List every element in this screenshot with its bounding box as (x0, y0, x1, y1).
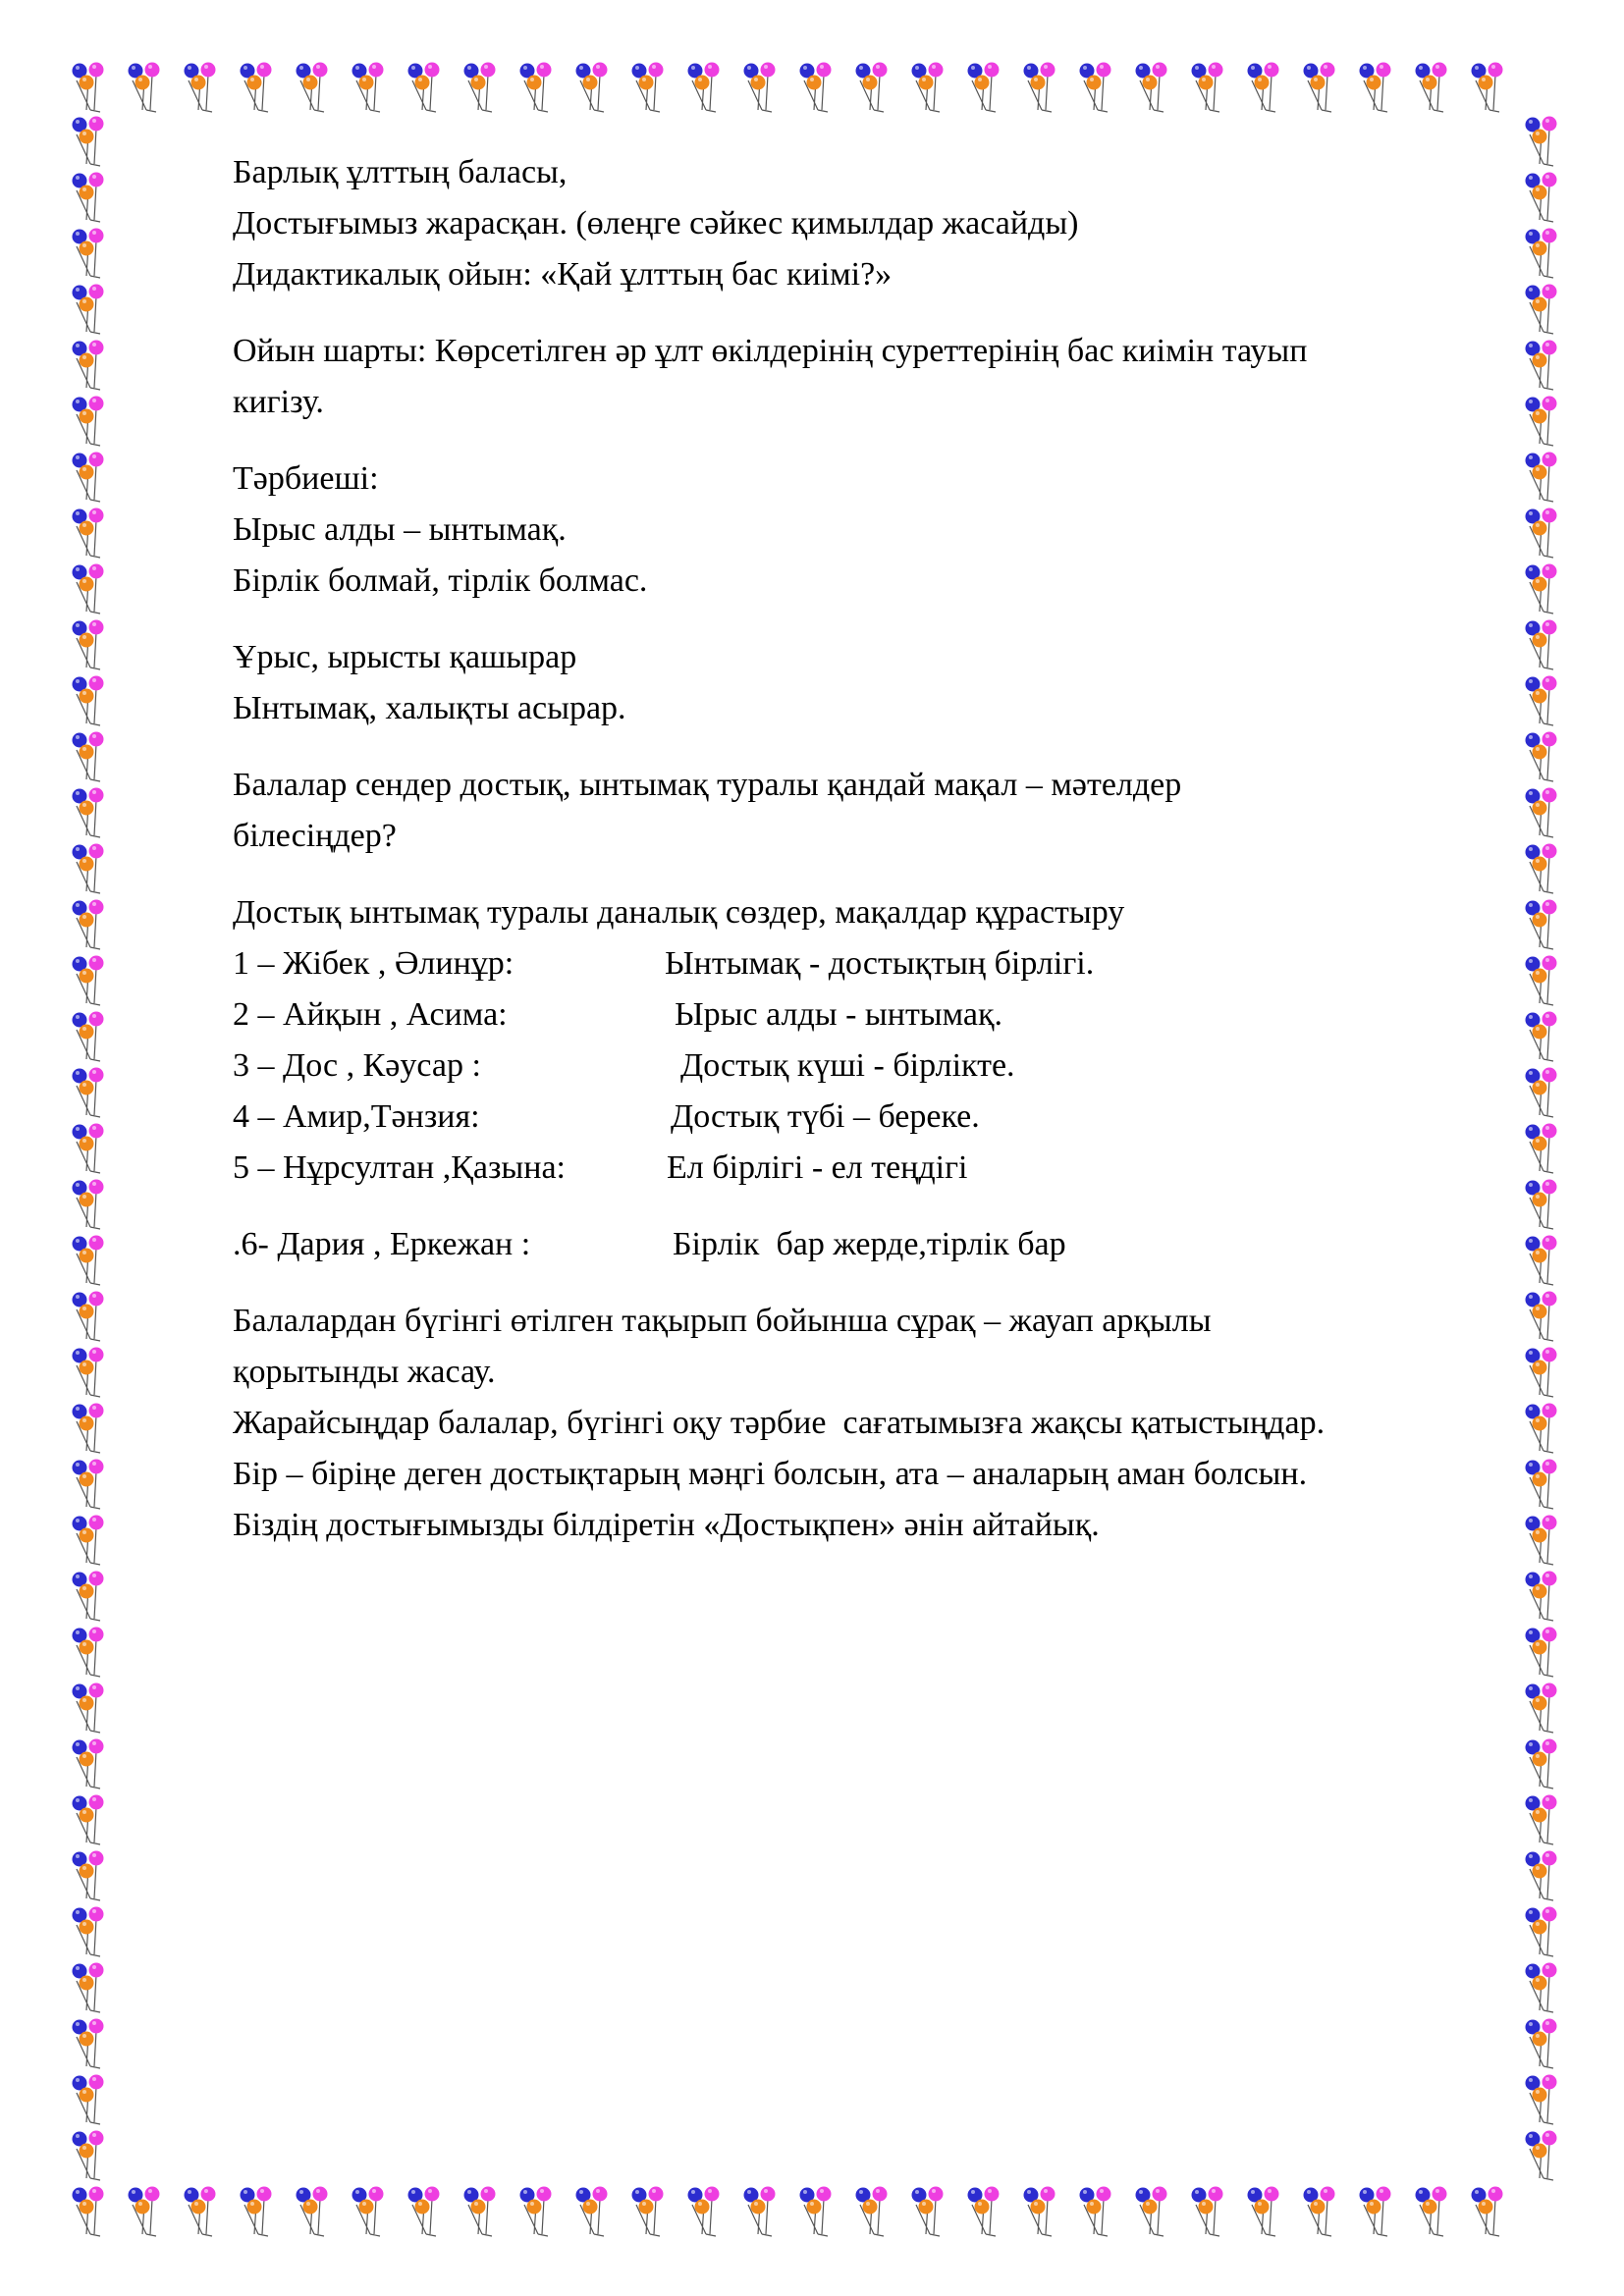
text-line: білесіңдер? (233, 818, 397, 854)
balloon-bunch-icon (514, 2185, 558, 2238)
balloon-bunch-icon (1186, 2185, 1229, 2238)
balloon-bunch-icon (1130, 61, 1173, 114)
balloon-bunch-icon (1520, 339, 1563, 392)
text-line: Жарайсыңдар балалар, бүгінгі оқу тәрбие сағатымызға жақсы қатыстыңдар. (233, 1405, 1326, 1441)
pairs-block (233, 887, 1509, 1194)
balloon-bunch-icon (738, 61, 782, 114)
balloon-bunch-icon (179, 2185, 222, 2238)
balloon-bunch-icon (67, 283, 110, 336)
pair-names: 2 – Айқын , Асима: (233, 996, 508, 1033)
balloon-bunch-icon (1520, 283, 1563, 336)
balloon-bunch-icon (1520, 115, 1563, 168)
balloon-bunch-icon (1018, 2185, 1061, 2238)
pair-names: 5 – Нұрсултан ,Қазына: (233, 1149, 567, 1186)
balloon-bunch-icon (67, 227, 110, 280)
pair-six-block (233, 1219, 1509, 1270)
pair-proverb: Бірлік бар жерде,тірлік бар (673, 1226, 1066, 1262)
balloon-bunch-icon (682, 2185, 726, 2238)
balloon-bunch-icon (347, 2185, 390, 2238)
balloon-bunch-icon (347, 61, 390, 114)
balloon-bunch-icon (67, 954, 110, 1007)
balloon-bunch-icon (67, 1849, 110, 1902)
balloon-bunch-icon (67, 61, 110, 114)
text-line: Ойын шарты: Көрсетілген әр ұлт өкілдерінің суреттерінің бас киімін тауып (233, 333, 1308, 369)
balloon-bunch-icon (67, 1346, 110, 1399)
balloon-bunch-icon (626, 61, 670, 114)
balloon-bunch-icon (1520, 786, 1563, 839)
balloon-bunch-icon (1520, 1066, 1563, 1119)
text-line: Дидактикалық ойын: «Қай ұлттың бас киімі?» (233, 256, 893, 293)
balloon-bunch-icon (67, 1010, 110, 1063)
balloon-bunch-icon (67, 842, 110, 895)
balloon-bunch-icon (1520, 507, 1563, 560)
balloon-bunch-icon (962, 2185, 1005, 2238)
balloon-bunch-icon (1520, 1905, 1563, 1958)
balloon-bunch-icon (1186, 61, 1229, 114)
balloon-bunch-icon (1466, 61, 1509, 114)
balloon-bunch-icon (67, 171, 110, 224)
balloon-bunch-icon (1520, 451, 1563, 504)
balloon-bunch-icon (1520, 1626, 1563, 1679)
balloon-bunch-icon (962, 61, 1005, 114)
balloon-bunch-icon (1520, 618, 1563, 671)
pair-names: 4 – Амир,Тәнзия: (233, 1098, 480, 1135)
balloon-bunch-icon (1074, 2185, 1117, 2238)
balloon-bunch-icon (67, 2185, 110, 2238)
pair-row (233, 1092, 1509, 1143)
balloon-bunch-icon (1520, 2073, 1563, 2126)
balloon-bunch-icon (1130, 2185, 1173, 2238)
balloon-bunch-icon (67, 115, 110, 168)
balloon-bunch-icon (67, 1290, 110, 1343)
balloon-bunch-icon (1520, 2017, 1563, 2070)
balloon-bunch-icon (67, 451, 110, 504)
balloon-bunch-icon (794, 61, 838, 114)
text-line: Біздің достығымызды білдіретін «Достықпен» әнін айтайық. (233, 1507, 1100, 1543)
pair-row (233, 1219, 1509, 1270)
balloon-bunch-icon (1520, 395, 1563, 448)
balloon-bunch-icon (1520, 1178, 1563, 1231)
balloon-bunch-icon (123, 61, 166, 114)
balloon-bunch-icon (514, 61, 558, 114)
balloon-bunch-icon (67, 1234, 110, 1287)
balloon-bunch-icon (67, 1514, 110, 1567)
pair-proverb: Достық түбі – береке. (671, 1098, 980, 1135)
balloon-bunch-icon (1410, 61, 1453, 114)
balloon-bunch-icon (626, 2185, 670, 2238)
balloon-bunch-icon (1410, 2185, 1453, 2238)
text-line: Бірлік болмай, тірлік болмас. (233, 562, 648, 599)
closing-block (233, 1296, 1509, 1551)
balloon-bunch-icon (1520, 1010, 1563, 1063)
balloon-bunch-icon (570, 61, 614, 114)
text-line: Барлық ұлттың баласы, (233, 154, 568, 190)
task-title: Достық ынтымақ туралы даналық сөздер, мақалдар құрастыру (233, 894, 1125, 931)
balloon-bunch-icon (1520, 1961, 1563, 2014)
balloon-bunch-icon (1520, 1793, 1563, 1846)
balloon-bunch-icon (1520, 2129, 1563, 2182)
balloon-bunch-icon (67, 1793, 110, 1846)
balloon-bunch-icon (67, 1122, 110, 1175)
balloon-bunch-icon (906, 61, 949, 114)
balloon-bunch-icon (67, 786, 110, 839)
balloon-bunch-icon (67, 2129, 110, 2182)
text-line: Ұрыс, ырысты қашырар (233, 639, 577, 675)
balloon-bunch-icon (67, 898, 110, 951)
balloon-bunch-icon (67, 1626, 110, 1679)
balloon-bunch-icon (1520, 1514, 1563, 1567)
balloon-bunch-icon (1298, 61, 1341, 114)
pair-row (233, 938, 1509, 989)
balloon-bunch-icon (1242, 2185, 1285, 2238)
text-line: кигізу. (233, 384, 324, 420)
balloon-bunch-icon (67, 1066, 110, 1119)
verse-block (233, 147, 1509, 300)
balloon-bunch-icon (459, 2185, 502, 2238)
balloon-bunch-icon (850, 61, 893, 114)
balloon-bunch-icon (794, 2185, 838, 2238)
pair-row (233, 989, 1509, 1041)
balloon-bunch-icon (1466, 2185, 1509, 2238)
balloon-bunch-icon (1354, 61, 1397, 114)
pair-row (233, 1143, 1509, 1194)
balloon-bunch-icon (67, 1178, 110, 1231)
balloon-bunch-icon (1520, 1402, 1563, 1455)
text-line: Балалар сендер достық, ынтымақ туралы қандай мақал – мәтелдер (233, 767, 1182, 803)
balloon-bunch-icon (1242, 61, 1285, 114)
balloon-bunch-icon (67, 562, 110, 615)
balloon-bunch-icon (235, 2185, 278, 2238)
teacher-block (233, 454, 1509, 607)
balloon-bunch-icon (291, 61, 334, 114)
balloon-bunch-icon (1520, 1346, 1563, 1399)
pair-row (233, 1041, 1509, 1092)
balloon-bunch-icon (1520, 674, 1563, 727)
text-line: Балалардан бүгінгі өтілген тақырып бойынша сұрақ – жауап арқылы (233, 1303, 1212, 1339)
balloon-bunch-icon (1520, 227, 1563, 280)
balloon-bunch-icon (67, 2017, 110, 2070)
question-block (233, 760, 1509, 862)
pair-names: .6- Дария , Еркежан : (233, 1226, 531, 1262)
balloon-bunch-icon (67, 1961, 110, 2014)
balloon-bunch-icon (1520, 1122, 1563, 1175)
balloon-bunch-icon (291, 2185, 334, 2238)
balloon-bunch-icon (123, 2185, 166, 2238)
balloon-bunch-icon (906, 2185, 949, 2238)
game-rules (233, 326, 1509, 428)
text-line: Бір – біріңе деген достықтарың мәңгі болсын, ата – аналарың аман болсын. (233, 1456, 1308, 1492)
balloon-bunch-icon (1520, 171, 1563, 224)
text-line: қорытынды жасау. (233, 1354, 496, 1390)
text-line: Достығымыз жарасқан. (өлеңге сәйкес қимылдар жасайды) (233, 205, 1079, 241)
balloon-bunch-icon (67, 730, 110, 783)
pair-proverb: Ырыс алды - ынтымақ. (675, 996, 1003, 1033)
balloon-bunch-icon (1520, 1570, 1563, 1623)
document-body (233, 147, 1509, 1576)
pair-proverb: Достық күші - бірлікте. (680, 1047, 1015, 1084)
balloon-bunch-icon (67, 1570, 110, 1623)
balloon-bunch-icon (1520, 562, 1563, 615)
pair-names: 1 – Жібек , Әлинұр: (233, 945, 514, 982)
balloon-bunch-icon (403, 61, 446, 114)
text-line: Тәрбиеші: (233, 460, 379, 497)
balloon-bunch-icon (1520, 954, 1563, 1007)
balloon-bunch-icon (570, 2185, 614, 2238)
balloon-bunch-icon (1520, 898, 1563, 951)
balloon-bunch-icon (67, 1458, 110, 1511)
text-line: Ырыс алды – ынтымақ. (233, 511, 567, 548)
text-line: Ынтымақ, халықты асырар. (233, 690, 626, 726)
balloon-bunch-icon (1018, 61, 1061, 114)
balloon-bunch-icon (459, 61, 502, 114)
proverb-block (233, 632, 1509, 734)
balloon-bunch-icon (1520, 1458, 1563, 1511)
balloon-bunch-icon (850, 2185, 893, 2238)
balloon-bunch-icon (67, 618, 110, 671)
pair-names: 3 – Дос , Кәусар : (233, 1047, 481, 1084)
balloon-bunch-icon (179, 61, 222, 114)
balloon-bunch-icon (1520, 1290, 1563, 1343)
balloon-bunch-icon (1520, 1234, 1563, 1287)
balloon-bunch-icon (1520, 1682, 1563, 1735)
balloon-bunch-icon (1354, 2185, 1397, 2238)
balloon-bunch-icon (682, 61, 726, 114)
balloon-bunch-icon (1520, 730, 1563, 783)
balloon-bunch-icon (67, 395, 110, 448)
balloon-bunch-icon (235, 61, 278, 114)
balloon-bunch-icon (67, 1682, 110, 1735)
balloon-bunch-icon (67, 339, 110, 392)
balloon-bunch-icon (403, 2185, 446, 2238)
balloon-bunch-icon (738, 2185, 782, 2238)
pair-proverb: Ынтымақ - достықтың бірлігі. (665, 945, 1095, 982)
balloon-bunch-icon (67, 1402, 110, 1455)
balloon-bunch-icon (1520, 842, 1563, 895)
balloon-bunch-icon (1298, 2185, 1341, 2238)
balloon-bunch-icon (67, 2073, 110, 2126)
balloon-bunch-icon (67, 674, 110, 727)
balloon-bunch-icon (1520, 1849, 1563, 1902)
balloon-bunch-icon (67, 507, 110, 560)
balloon-bunch-icon (1520, 1737, 1563, 1790)
balloon-bunch-icon (1074, 61, 1117, 114)
balloon-bunch-icon (67, 1905, 110, 1958)
balloon-bunch-icon (67, 1737, 110, 1790)
pair-proverb: Ел бірлігі - ел теңдігі (667, 1149, 968, 1186)
